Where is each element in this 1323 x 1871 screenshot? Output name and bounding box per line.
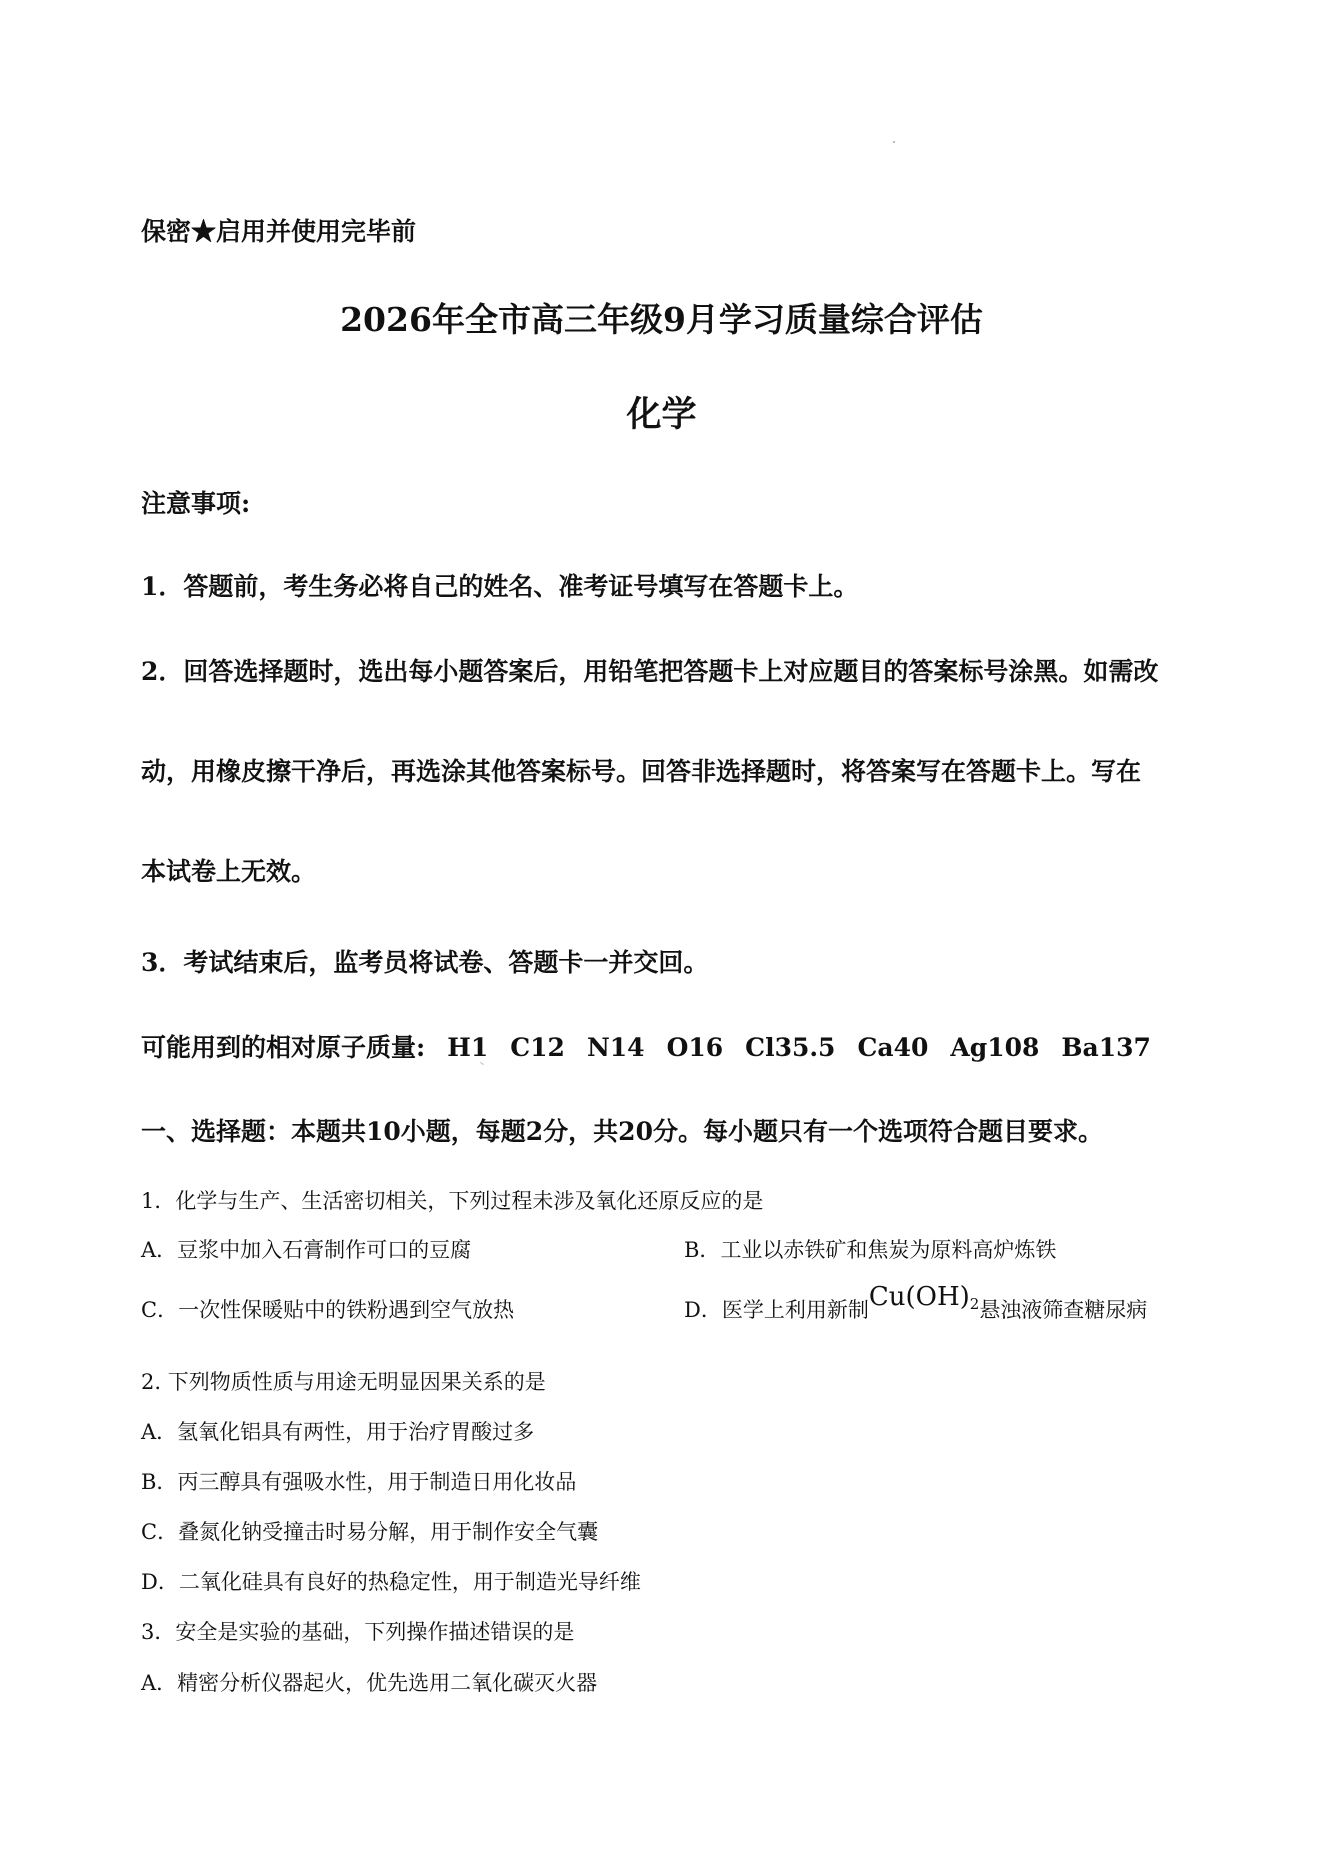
option-b: [141, 1466, 576, 1496]
option-text-before: 医学上利用新制: [721, 1298, 869, 1322]
atomic-mass-item: Ag108: [950, 1033, 1040, 1062]
confidential-label: 保密★启用并使用完毕前: [141, 217, 417, 246]
chemical-formula: [869, 1282, 979, 1312]
option-text: 一次性保暖贴中的铁粉遇到空气放热: [178, 1298, 515, 1322]
option-b: [684, 1234, 1056, 1264]
option-a: [141, 1234, 471, 1264]
option-text: 豆浆中加入石膏制作可口的豆腐: [177, 1238, 472, 1262]
option-text: 精密分析仪器起火，优先选用二氧化碳灭火器: [177, 1671, 598, 1695]
option-c: [141, 1294, 514, 1324]
option-d: [141, 1566, 641, 1596]
option-label: A．: [141, 1671, 178, 1695]
question-stem: 1．化学与生产、生活密切相关，下列过程未涉及氧化还原反应的是: [141, 1189, 764, 1213]
question-stem: 2. 下列物质性质与用途无明显因果关系的是: [141, 1370, 546, 1394]
atomic-mass-item: H1: [447, 1033, 489, 1062]
notice-line: 2．回答选择题时，选出每小题答案后，用铅笔把答题卡上对应题目的答案标号涂黑。如需改: [141, 657, 1159, 686]
atomic-masses: [141, 1028, 1151, 1064]
formula-subscript: 2: [969, 1295, 980, 1313]
option-label: D．: [141, 1570, 179, 1594]
option-a: [141, 1416, 534, 1446]
atomic-mass-item: N14: [586, 1033, 645, 1062]
option-text-after: 悬浊液筛查糖尿病: [979, 1298, 1148, 1322]
question-stem: 3．安全是实验的基础，下列操作描述错误的是: [141, 1620, 575, 1644]
option-text: 叠氮化钠受撞击时易分解，用于制作安全气囊: [178, 1520, 599, 1544]
section-heading: 一、选择题：本题共10小题，每题2分，共20分。每小题只有一个选项符合题目要求。: [141, 1117, 1103, 1146]
notice-line: 本试卷上无效。: [141, 857, 317, 886]
option-c: [141, 1516, 598, 1546]
option-text: 工业以赤铁矿和焦炭为原料高炉炼铁: [720, 1238, 1057, 1262]
notice-line: 1．答题前，考生务必将自己的姓名、准考证号填写在答题卡上。: [141, 572, 859, 601]
notice-heading: 注意事项:: [141, 489, 251, 518]
option-label: B．: [141, 1470, 178, 1494]
option-label: D．: [684, 1298, 722, 1322]
notice-line: 动，用橡皮擦干净后，再选涂其他答案标号。回答非选择题时，将答案写在答题卡上。写在: [141, 757, 1142, 786]
option-label: B．: [684, 1238, 721, 1262]
option-label: C．: [141, 1298, 179, 1322]
exam-title: 2026年全市高三年级9月学习质量综合评估: [340, 300, 983, 339]
atomic-mass-item: C12: [510, 1033, 565, 1062]
notice-line: 3．考试结束后，监考员将试卷、答题卡一并交回。: [141, 948, 709, 977]
formula-main: Cu(OH): [868, 1282, 970, 1312]
option-text: 二氧化硅具有良好的热稳定性，用于制造光导纤维: [178, 1570, 641, 1594]
scan-speck: [893, 141, 895, 143]
option-label: A．: [141, 1420, 178, 1444]
option-a: [141, 1667, 597, 1697]
atomic-mass-item: O16: [666, 1033, 724, 1062]
atomic-masses-label: 可能用到的相对原子质量:: [141, 1033, 426, 1062]
option-text: 丙三醇具有强吸水性，用于制造日用化妆品: [177, 1470, 577, 1494]
atomic-mass-item: Cl35.5: [745, 1033, 836, 1062]
atomic-mass-item: Ba137: [1061, 1033, 1151, 1062]
option-d: [684, 1282, 1148, 1325]
subject-title: 化学: [626, 394, 697, 435]
option-text: 氢氧化铝具有两性，用于治疗胃酸过多: [177, 1420, 535, 1444]
option-label: C．: [141, 1520, 179, 1544]
option-label: A．: [141, 1238, 178, 1262]
atomic-mass-item: Ca40: [857, 1033, 929, 1062]
